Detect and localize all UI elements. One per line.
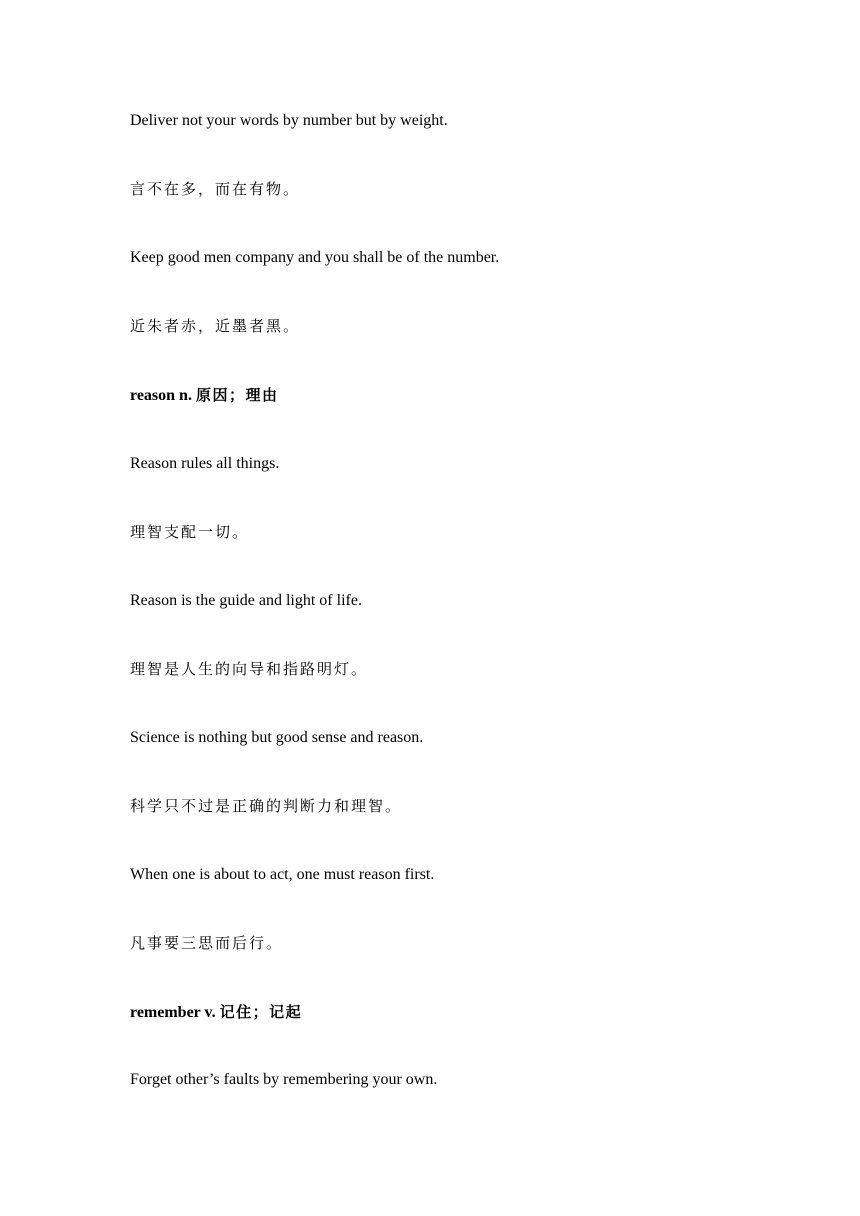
english-sentence: When one is about to act, one must reason first. bbox=[130, 866, 435, 883]
chinese-translation: 凡事要三思而后行。 bbox=[130, 934, 284, 952]
english-sentence: Forget other’s faults by remembering your own. bbox=[130, 1071, 438, 1088]
chinese-translation: 科学只不过是正确的判断力和理智。 bbox=[130, 797, 403, 815]
english-sentence: Science is nothing but good sense and reason. bbox=[130, 729, 424, 746]
english-sentence: Deliver not your words by number but by weight. bbox=[130, 112, 448, 129]
vocabulary-definition: 原因；理由 bbox=[195, 386, 279, 404]
vocabulary-word: remember v. bbox=[130, 1004, 216, 1021]
chinese-translation: 理智支配一切。 bbox=[130, 523, 250, 541]
vocabulary-word: reason n. bbox=[130, 387, 192, 404]
english-sentence: Reason is the guide and light of life. bbox=[130, 592, 362, 609]
english-sentence: Keep good men company and you shall be of the number. bbox=[130, 249, 500, 266]
chinese-translation: 言不在多，而在有物。 bbox=[130, 180, 301, 198]
chinese-translation: 近朱者赤，近墨者黑。 bbox=[130, 317, 301, 335]
chinese-translation: 理智是人生的向导和指路明灯。 bbox=[130, 660, 369, 678]
english-sentence: Reason rules all things. bbox=[130, 455, 280, 472]
vocabulary-heading-reason bbox=[130, 385, 278, 406]
vocabulary-definition: 记住；记起 bbox=[219, 1003, 303, 1021]
vocabulary-heading-remember bbox=[130, 1002, 302, 1023]
